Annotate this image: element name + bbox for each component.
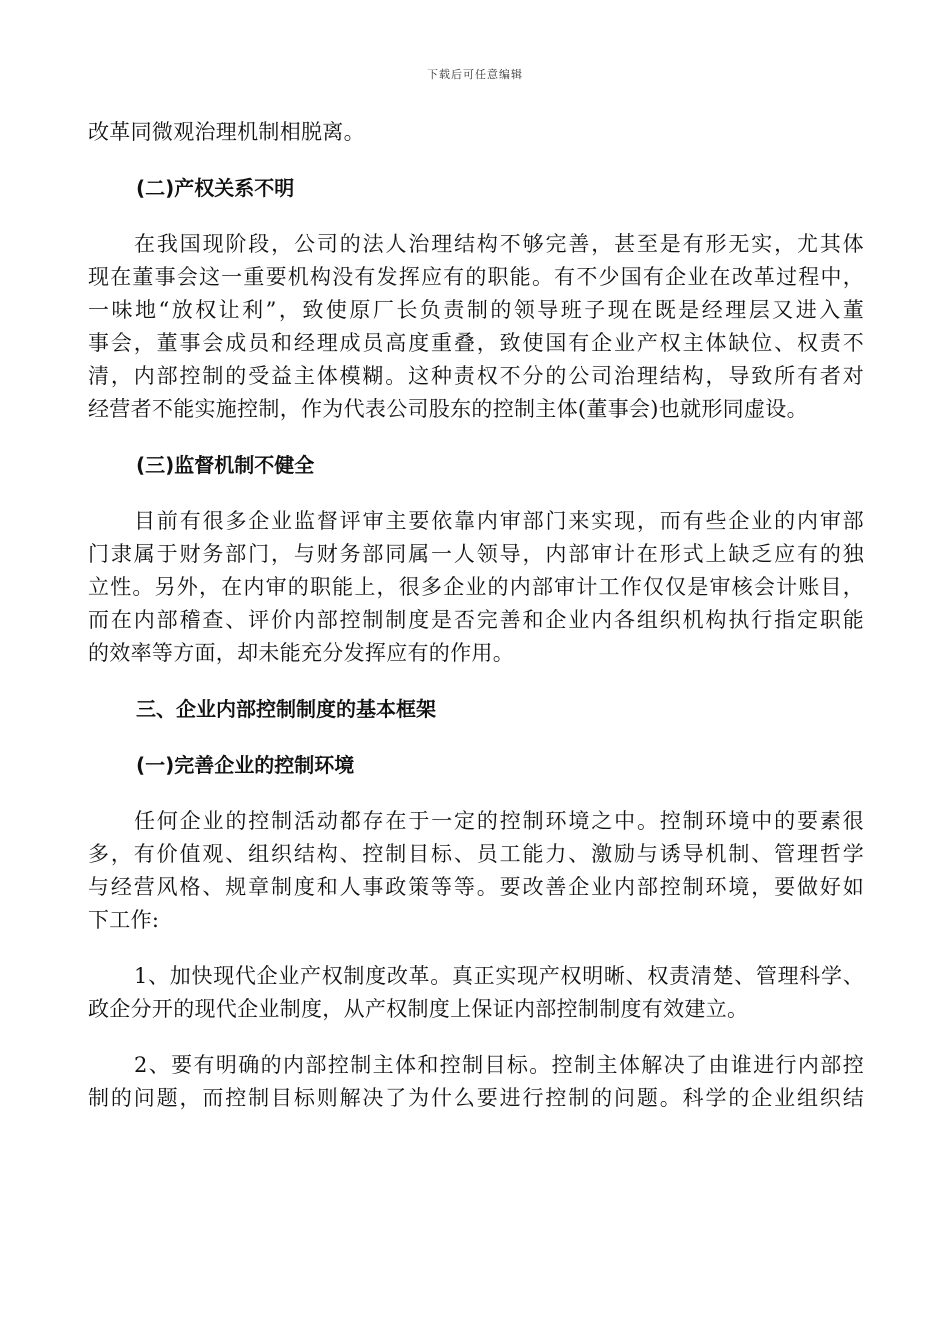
text-line: 而在内部稽查、评价内部控制制度是否完善和企业内各组织机构执行指定职能 [88,608,864,632]
page-header-note: 下载后可任意编辑 [427,68,523,81]
text-line: 的效率等方面，却未能充分发挥应有的作用。 [88,641,514,665]
text-line: 政企分开的现代企业制度，从产权制度上保证内部控制制度有效建立。 [88,997,749,1021]
text-line: 1、加快现代企业产权制度改革。真正实现产权明晰、权责清楚、管理科学、 [134,964,864,988]
chapter-heading-framework: 三、企业内部控制制度的基本框架 [136,697,436,721]
paragraph-item-1 [88,960,864,1026]
text-line: 经营者不能实施控制，作为代表公司股东的控制主体(董事会)也就形同虚设。 [88,397,808,421]
text-line: 事会，董事会成员和经理成员高度重叠，致使国有企业产权主体缺位、权责不 [88,331,864,355]
text-line: 立性。另外，在内审的职能上，很多企业的内部审计工作仅仅是审核会计账目， [88,575,864,599]
text-line: 改革同微观治理机制相脱离。 [88,120,365,144]
text-line: 与经营风格、规章制度和人事政策等等。要改善企业内部控制环境，要做好如 [88,875,864,899]
section-heading-property-rights: (二)产权关系不明 [136,176,295,200]
text-line: 制的问题，而控制目标则解决了为什么要进行控制的问题。科学的企业组织结 [88,1086,864,1110]
paragraph-item-2 [88,1049,864,1115]
text-line: 2、要有明确的内部控制主体和控制目标。控制主体解决了由谁进行内部控 [134,1053,864,1077]
text-line: 清，内部控制的受益主体模糊。这种责权不分的公司治理结构，导致所有者对 [88,364,864,388]
text-line: 任何企业的控制活动都存在于一定的控制环境之中。控制环境中的要素很 [134,809,864,833]
text-line: 多，有价值观、组织结构、控制目标、员工能力、激励与诱导机制、管理哲学 [88,842,864,866]
paragraph-control-environment [88,805,864,937]
text-line: 门隶属于财务部门，与财务部同属一人领导，内部审计在形式上缺乏应有的独 [88,542,864,566]
text-line: 现在董事会这一重要机构没有发挥应有的职能。有不少国有企业在改革过程中， [88,265,864,289]
text-line: 下工作: [88,908,160,932]
paragraph-continuation [88,116,864,149]
document-body [88,116,864,1138]
section-heading-supervision: (三)监督机制不健全 [136,453,315,477]
section-heading-control-environment: (一)完善企业的控制环境 [136,753,355,777]
paragraph-supervision [88,505,864,670]
paragraph-property-rights [88,228,864,426]
text-line: 一味地“放权让利”，致使原厂长负责制的领导班子现在既是经理层又进入董 [88,298,864,322]
text-line: 目前有很多企业监督评审主要依靠内审部门来实现，而有些企业的内审部 [134,509,864,533]
text-line: 在我国现阶段，公司的法人治理结构不够完善，甚至是有形无实，尤其体 [134,232,864,256]
